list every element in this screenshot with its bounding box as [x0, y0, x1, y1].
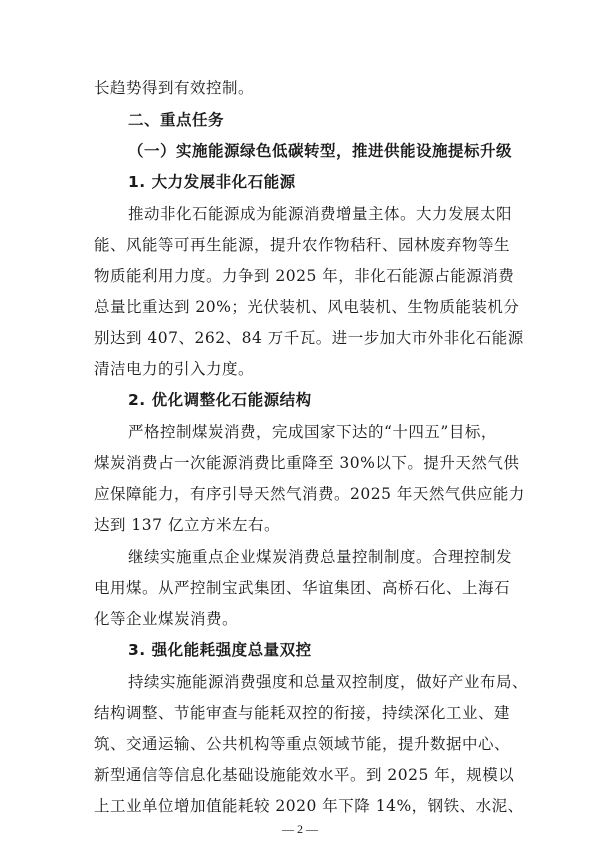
- paragraph-line: 推动非化石能源成为能源消费增量主体。大力发展太阳: [128, 205, 513, 223]
- paragraph-line: 达到 137 亿立方米左右。: [94, 516, 280, 534]
- page-number: — 2 —: [282, 822, 318, 836]
- paragraph-line: 能、风能等可再生能源，提升农作物秸秆、园林废弃物等生: [94, 236, 511, 254]
- paragraph-line: 筑、交通运输、公共机构等重点领域节能，提升数据中心、: [94, 735, 511, 753]
- continuation-line: 长趋势得到有效控制。: [94, 79, 255, 97]
- subsection-heading: （一）实施能源绿色低碳转型，推进供能设施提标升级: [128, 142, 513, 160]
- paragraph-line: 物质能利用力度。力争到 2025 年，非化石能源占能源消费: [94, 267, 515, 285]
- item-heading-1: 1. 大力发展非化石能源: [128, 173, 296, 191]
- paragraph-line: 继续实施重点企业煤炭消费总量控制制度。合理控制发: [128, 548, 513, 566]
- paragraph-line: 应保障能力，有序引导天然气消费。2025 年天然气供应能力: [94, 485, 525, 503]
- paragraph-line: 严格控制煤炭消费，完成国家下达的“十四五”目标，: [128, 423, 497, 441]
- paragraph-line: 结构调整、节能审查与能耗双控的衔接，持续深化工业、建: [94, 704, 511, 722]
- paragraph-line: 煤炭消费占一次能源消费比重降至 30%以下。提升天然气供: [94, 454, 520, 472]
- paragraph-line: 化等企业煤炭消费。: [94, 610, 239, 628]
- paragraph-line: 新型通信等信息化基础设施能效水平。到 2025 年，规模以: [94, 766, 515, 784]
- paragraph-line: 持续实施能源消费强度和总量双控制度，做好产业布局、: [128, 673, 529, 691]
- paragraph-line: 别达到 407、262、84 万千瓦。进一步加大市外非化石能源: [94, 329, 524, 347]
- paragraph-line: 电用煤。从严控制宝武集团、华谊集团、高桥石化、上海石: [94, 579, 511, 597]
- paragraph-line: 清洁电力的引入力度。: [94, 360, 255, 378]
- item-heading-2: 2. 优化调整化石能源结构: [128, 391, 312, 409]
- paragraph-line: 上工业单位增加值能耗较 2020 年下降 14%，钢铁、水泥、: [94, 797, 524, 815]
- section-heading: 二、重点任务: [128, 111, 225, 129]
- item-heading-3: 3. 强化能耗强度总量双控: [128, 641, 312, 659]
- paragraph-line: 总量比重达到 20%；光伏装机、风电装机、生物质能装机分: [94, 298, 520, 316]
